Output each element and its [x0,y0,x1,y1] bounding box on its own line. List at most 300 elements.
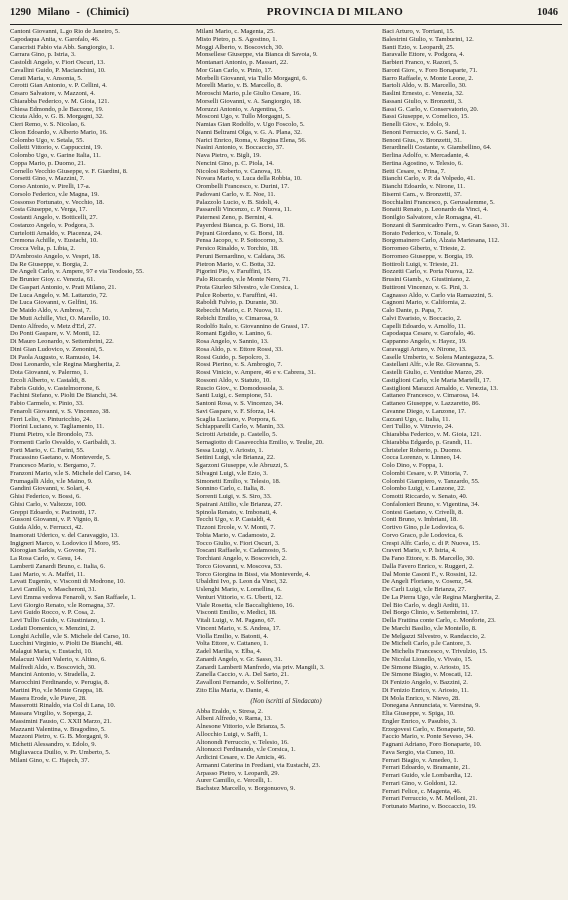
directory-entry: Padovani Carlo, v. E. Noe, 11. [196,190,276,198]
directory-entry: Ardicini Cesare, v. De Amicis, 46. [196,754,286,761]
directory-entry: Fabio Carmelo, v. Pinio, 33. [10,400,84,407]
directory-entry: Ubaldini Ivo, p. Leon da Vinci, 32. [196,578,288,586]
directory-entry: Santi Luigi, c. Sempione, 51. [196,392,273,400]
directory-entry: Bachstez Marcello, v. Borgonuovo, 9. [196,785,296,792]
directory-entry: Cossonso Fortunato, v. Vecchio, 18. [10,198,105,206]
directory-entry: Violla Emilio, v. Batonti, 4. [196,632,269,640]
directory-entry: Bertina Agostino, v. Telesio, 6. [382,159,463,167]
directory-entry: Fiumi Pietro, v.le Brondolo, 73. [10,431,94,438]
directory-entry: Sorrenti Luigi, v. S. Siro, 33. [196,493,272,500]
directory-entry: Prota Giurleo Silvestro, v.le Corsica, 1. [196,283,299,291]
page-number: 1290 [10,7,31,18]
directory-entry: Levi Tullio Guido, v. Giustiniano, 1. [10,617,106,624]
directory-entry: Castiglioni Marazzi Arnaldo, c. Venezia, 13. [382,384,499,392]
directory-entry: Buttironi Vincenzo, v. G. Pini, 3. [382,283,468,291]
directory-entry: Colombi Cesare, v. P. Vittoria, 7. [382,469,468,477]
directory-entry: Massimini Fausto, C. XXII Marzo, 21. [10,717,112,725]
directory-entry: Chiarabba Federico, v. M. Gioia, 121. [382,431,482,438]
directory-entry: Calo Dante, p. Papa, 7. [382,307,443,314]
directory-entry: Fava Sergio, via Cuneo, 10. [382,748,455,756]
directory-entry: Levi Camillo, v. Mascheroni, 31. [10,586,97,593]
directory-entry: Barro Raffaele, v. Monte Leone, 2. [382,74,474,82]
directory-entry: Borromeo Giuseppe, v. Borgia, 19. [382,252,474,260]
directory-entry: Vincent Mario, v. S. Andrea, 17. [196,624,281,632]
directory-entry: Milani Mario, c. Magenta, 25. [196,28,275,35]
directory-entry: Rebecchi Mario, c. P. Nuova, 11. [196,307,283,314]
directory-entry: Bonilgio Salvatore, v.le Romagna, 41. [382,214,482,221]
directory-entry: Bassi G. Carlo, v. Conservatorio, 20. [382,105,479,113]
directory-entry: Berardinelli Costante, v. Giambellino, 64. [382,144,492,152]
directory-entry: Mor Gian Carlo, v. Pinio, 17. [196,66,273,74]
directory-entry: Dento Alfredo, v. Metz d'Erl, 27. [10,322,97,330]
directory-entry: Calvi Evaristo, v. Boccacio, 2. [382,314,462,322]
directory-entry: Colombi Giampiero, v. Tanzardo, 55. [382,477,480,485]
directory-entry: Barbieri Franco, v. Razori, 5. [382,59,459,66]
directory-entry: De Angeli Carlo, v. Ampere, 97 e via Teodosio, 55. [10,268,144,276]
directory-entry: Ceri Tullio, v. Vitruvio, 24. [382,423,454,431]
directory-entry: Guida Aldo, v. Ferrucci, 42. [10,524,84,531]
directory-entry: Benoni Gius., v. Bronzetti, 31. [382,136,462,144]
header-left: 1290 Milano - (Chimici) [10,7,130,18]
directory-entry: De Simone Biagio, v. Moscati, 12. [382,671,473,679]
directory-entry: Zito Elia Maria, v. Dante, 4. [196,686,270,694]
directory-entry: Levati Eugenio, v. Visconti di Modrone, 10. [10,578,126,586]
directory-entry: Fortunato Marino, v. Boccaccio, 19. [382,803,477,810]
directory-entry: Ghisi Carlo, v. Valtezze, 100. [10,500,87,508]
directory-entry: Del Borgo Clinio, v. Settembrini, 17. [382,609,479,617]
directory-entry: Comotti Riccardo, v. Senato, 40. [382,493,468,500]
directory-entry: Benelli Giov., v. Edolo, 9. [382,121,451,128]
directory-entry: Bassani Giulio, v. Bronzetti, 3. [382,97,463,105]
directory-entry: De Brunier Gioy. c. Venezia, 61. [10,276,96,283]
directory-entry: Corsetti Gino, v. Mazzini, 7. [10,175,85,183]
directory-entry: Cornello Vecchio Giuseppe, v. F. Giardini, 8. [10,167,128,175]
directory-entry: Cattaneo Francesco, v. Cimarosa, 14. [382,392,480,400]
directory-entry: Cappanno Angelo, v. Hayez, 19. [382,338,467,345]
directory-entry: Visconti Emilio, v. Medici, 18. [196,609,277,617]
directory-entry: Zadel Marilia, v. Elba, 4. [196,648,262,655]
directory-entry: Milani Gino, v. C. Hajech, 37. [10,756,90,764]
directory-entry: Rossoni Aldo, v. Statuto, 10. [196,376,271,384]
directory-entry: Mazzanti Valentina, v. Bragodino, 5. [10,725,106,733]
directory-entry: De Muti Achille, Vici, O. Marello, 10. [10,314,111,322]
directory-entry: Narici Enrico, Roma, v. Regina Elena, 56. [196,136,307,144]
directory-entry: Novara Mario, v. Luca della Robbia, 10. [196,175,302,183]
directory-entry: Crocca Velia, p. Libia, 2. [10,245,76,252]
directory-entry: Masera Erode, v.le Piave, 28. [10,694,87,702]
directory-entry: Venturi Vittorio, v. G. Uberti, 12. [196,593,283,601]
directory-entry: Bianchi Carlo, v. P. da Volpedo, 41. [382,175,475,183]
directory-entry: Romani Egidio, v. Lanino, 6. [196,330,272,338]
directory-entry: Morelli Mario, v. B. Marcello, 8. [196,82,283,90]
directory-entry: Viale Rosetta, v.le Baccalighieno, 16. [196,601,295,609]
directory-entry: Zanardi Lamberti Manfredo, via priv. Mangili, 3. [196,663,325,671]
directory-entry: Payerdesi Bianca, p. G. Borsi, 18. [196,221,285,229]
directory-entry: Lamberti Zanardi Bruno, c. Italia, 6. [10,562,106,570]
directory-entry: Donegana Annunciata, v. Varesina, 9. [382,702,480,710]
directory-entry: Levi Giorgio Renato, v.le Romagna, 37. [10,601,115,609]
directory-entry: Cremona Achille, v. Eustachi, 10. [10,237,98,245]
directory-entry: Pulce Roberto, v. Faruffini, 41. [196,291,278,299]
directory-entry: Baci Arturo, v. Torriani, 15. [382,28,455,35]
directory-entry: Cocca Lorenzo, v. Linneo, 14. [382,454,462,462]
directory-entry: Biserni Cam., v. Bronzetti, 37. [382,190,462,198]
directory-entry: Mosconi Ugo, v. Tullo Morgagni, 5. [196,113,291,121]
directory-entry: Dal Monte Casoni F., v. Rossini, 12. [382,570,477,578]
directory-entry: Di Mauro Leonardo, v. Settembrini, 22. [10,338,114,345]
directory-entry: Masserotti Rinaldo, via Col di Lana, 10. [10,702,116,710]
directory-entry: Torco Giorgina in Bissi, via Monteverde, 4. [196,570,311,578]
directory-entry: Morselli Giovanni, v. A. Sangiorgio, 18. [196,97,302,105]
directory-entry: Inamorati Uderico, v. del Caravaggio, 13. [10,531,119,539]
directory-entry: Franzoni Mario, v.le S. Michele del Carso, 14. [10,469,132,477]
directory-entry: Levi Guido Rocco, v. P. Cosa, 2. [10,609,96,617]
directory-entry: Paternesi Zeno, p. Bernini, 4. [196,214,273,221]
directory-entry: Pietron Mario, v. C. Botta, 32. [196,260,276,268]
directory-entry: Castelli Giulio, c. Ventidue Marzo, 29. [382,369,484,376]
directory-entry: Ferri Lelio, v. Pinturicchio, 24. [10,415,92,423]
directory-entry: Sernagiotto di Casavecchia Emilio, v. Teulie, 20. [196,438,324,446]
directory-entry: Francesco Mario, v. Bergamo, 7. [10,462,96,469]
directory-entry: Conti Bruno, v. Imbriani, 18. [382,516,458,524]
directory-entry: Cieri Remo, v. S. Nicolao, 6. [10,121,86,128]
directory-entry: Borato Federico, v. Tonale, 9. [382,229,460,237]
directory-entry: Levi Emma vedova Fenaroli, v. San Raffaele, 1. [10,593,136,601]
directory-entry: Dota Giovanni, v. Palermo, 1. [10,369,89,376]
directory-entry: Bassi Giuseppe, v. Comelico, 15. [382,113,469,121]
directory-entry: Fiorini Luciano, v. Tagliamento, 11. [10,423,105,431]
directory-entry: Cortivo Gino, p.le Lodovica, 6. [382,524,465,531]
directory-entry: Di Mola Enrico, v. Nievo, 28. [382,694,460,702]
directory-entry: Schiapparelli Carlo, v. Manin, 33. [196,423,285,431]
directory-entry: Borromeo Giberto, v. Trieste, 2. [382,245,466,252]
directory-entry: Castiglioni Carlo, v.le Maria Martelli, 17. [382,376,491,384]
directory-entry: Del Bio Carlo, v. degli Arditi, 11. [382,601,470,609]
page-code: 1046 [536,7,558,18]
header-right [537,7,562,18]
directory-entry: Castellani Alfr., v.le Re. Giovanna, 5. [382,361,480,369]
directory-entry: Coppa Mario, p. Duomo, 21. [10,159,86,167]
directory-entry: Gandini Giovanni, v. Solari, 4. [10,485,91,493]
columns [10,28,562,898]
directory-entry: Banti Ezio, v. Leopardi, 25. [382,43,455,51]
directory-entry: Migliavacca Duilio, v. Pr. Umberto, 5. [10,748,111,756]
directory-entry: Santoni Rosa, v. S. Vincenzo, 34. [196,400,284,407]
directory-entry: Cleon Edoardo, v. Alberto Mario, 16. [10,128,108,136]
directory-entry: Armanni Caterina in Frediani, via Eustachi, 23. [196,761,321,769]
directory-entry: Caracristi Fabio via Abb. Sangiorgio, 1. [10,43,115,51]
directory-entry: Scirotti Aristide, p. Castello, 5. [196,431,278,438]
directory-entry: Dosi Leonardo, v.le Regina Margherita, 2. [10,361,121,369]
directory-entry: Uslenghi Mario, v. Lomellina, 6. [196,586,282,593]
directory-entry: Della Frattina conte Carlo, c. Monforte, 23. [382,617,496,624]
directory-entry: Moruzzi Antonio, v. Argentina, 5. [196,105,285,113]
directory-entry: Morbelli Giovanni, via Tullo Morgagni, 6. [196,74,308,82]
directory-entry: Capodaqua Cesare, v. Garofalo, 46. [382,330,476,338]
directory-entry: Corsolo Federico, v.le Magna, 19. [10,190,100,198]
section-subheading: (Non iscritti al Sindacato) [250,697,322,705]
directory-entry: Martini Pio, v.le Monte Grappa, 18. [10,686,104,694]
directory-entry: Passarelli Vincenzo, c. P. Nuova, 11. [196,206,292,214]
directory-entry: Costanti Angelo, v. Botticelli, 27. [10,214,98,221]
directory-entry: De Marchi Basilio, v.le Montello, 8. [382,624,477,632]
directory-entry: Ferrari Guido, v.le Lombardia, 12. [382,772,473,779]
directory-entry: Da Fano Ettore, v. B. Marcello, 30. [382,555,475,562]
directory-entry: Aurer Camillo, c. Vercelli, 1. [196,777,272,785]
directory-entry: Gussoni Giovanni, v. P. Vignio, 8. [10,516,99,524]
directory-entry: Costanzo Angelo, v. Podgora, 3. [10,221,95,229]
directory-entry: Tecchi Ugo, v. P. Castaldi, 4. [196,516,272,524]
directory-entry: Cantoni Giovanni, L.go Rio de Janeiro, 5. [10,28,120,35]
column-3 [382,28,562,898]
directory-entry: Fenaroli Giovanni, v. S. Vincenzo, 38. [10,407,111,415]
directory-entry: Cavallini Guido, P. Macianchini, 10. [10,66,106,74]
directory-entry: Baravalle Ettore, v. Podgora, 4. [382,51,465,59]
directory-entry: Capodaqua Anita, v. Garofalo, 46. [10,35,100,43]
directory-entry: Cavanne Diego, v. Lanzone, 17. [382,407,466,415]
directory-entry: Altonucci Ferdinando, v.le Corsica, 1. [196,746,296,754]
directory-entry: Sonnino Carlo, c. Italia, 8. [196,485,266,493]
directory-entry: Nencini Gino, p. C. Piola, 14. [196,159,274,167]
directory-entry: De Simone Biagio, v. Ariosto, 15. [382,663,471,671]
directory-entry: Michetti Alessandro, v. Edolo, 9. [10,741,97,748]
directory-entry: Greppi Edoardo, v. Pacinotti, 17. [10,508,97,516]
directory-entry: Massara Virgilio, v. Soperga, 2. [10,710,93,717]
directory-entry: De Luca Angelo, v. M. Lattanzio, 72. [10,291,108,299]
directory-entry: Costa Giuseppe, v. Verga, 17. [10,206,88,214]
directory-entry: Rosa Angelo, v. Sannio, 13. [196,338,269,345]
directory-entry: Torco Giovanni, v. Moscova, 53. [196,562,283,570]
directory-entry: Rebichi Emilio, v. Cimarosa, 9. [196,314,279,322]
directory-entry: De Carli Luigi, v.le Brianza, 27. [382,586,467,593]
directory-entry: Betti Cesare, v. Prina, 7. [382,167,446,175]
directory-entry: Formenti Carlo Osvaldo, v. Garibaldi, 3. [10,438,116,446]
directory-entry: Di Fenizio Angelo, v. Bazzini, 2. [382,679,468,686]
directory-entry: Carrara Gino, p. Istria, 3. [10,51,76,59]
directory-entry: Fachini Stefano, v. Piolti De Bianchi, 34. [10,392,118,400]
directory-entry: Ingigneri Marco, v. Lodovico il Moro, 95. [10,539,121,547]
directory-entry: Allocchio Luigi, v. Saffi, 1. [196,730,268,738]
directory-entry: Ferrari Gino, v. Goldoni, 12. [382,779,457,787]
column-1 [10,28,190,898]
directory-entry: Craveri Mario, v. P. Istria, 4. [382,547,457,555]
directory-entry: Bozzetti Carlo, v. Porta Nuova, 12. [382,268,474,276]
directory-entry: De Angeli Floriano, v. Cosenz, 54. [382,578,473,586]
directory-entry: Arpasso Pietro, v. Leopardi, 29. [196,769,280,777]
directory-entry: Monsellese Giuseppe, via Bianca di Savoia, 9. [196,51,318,59]
directory-entry: Confalonieri Bruno, v. Vigentina, 34. [382,500,480,508]
directory-entry: Chiarabba Edgardo, p. Grandi, 11. [382,438,472,446]
directory-entry: Cazzani Ugo, c. Italia, 11. [382,415,451,423]
directory-entry: Curtelotti Arnaldo, v. Piacenza, 24. [10,229,102,237]
directory-entry: Zanardi Angelo, v. Gr. Sasso, 31. [196,655,283,663]
directory-entry: Lasi Mario, v. A. Maffei, 11. [10,570,85,578]
directory-entry: Dini Gian Ludovico, v. Zenonini, 5. [10,345,104,353]
directory-entry: De La Pierra Ugo, v.le Regina Margherita, 2. [382,593,500,601]
directory-entry: Malacuzi Valeri Valerio, v. Altino, 6. [10,655,106,663]
directory-entry: Bonzani di Sanmicadro Fern., v. Gran Sasso, 31. [382,221,510,229]
directory-entry: Persico Rinaldo, v. Torchio, 18. [196,245,279,252]
directory-entry: Castoldi Angelo, v. Fiori Oscuri, 13. [10,59,106,66]
directory-entry: Ferrari Felice, c. Magenta, 46. [382,787,462,795]
directory-entry: Mazzoni Pietro, v. G. B. Morgagni, 9. [10,733,110,741]
directory-entry: Fabris Guido, v. Castelmorrone, 6. [10,384,101,392]
directory-entry: Rodolfo Italo, v. Giovannino de Grassi, 17. [196,322,310,330]
directory-entry: Di Paola Augusto, v. Ramusio, 14. [10,353,101,361]
directory-entry: Zavalloni Fernando, v. Solferino, 7. [196,679,290,686]
directory-entry: Moroschi Mario, p.le Giulio Cesare, 16. [196,90,301,97]
directory-entry: Baslini Ernesto, c. Venezia, 32. [382,90,464,97]
directory-entry: Nasini Antonio, v. Boccaccio, 37. [196,144,284,152]
directory-entry: Toscani Raffaele, v. Cadamosto, 5. [196,547,287,555]
directory-entry: Balestrini Giulio, v. Tamburini, 12. [382,35,474,43]
directory-entry: Marocchini Ferdinando, v. Perugia, 8. [10,679,110,686]
directory-entry: De Nicolai Lionello, v. Vivaio, 15. [382,655,473,663]
directory-entry: Cagnasso Aldo, v. Carlo via Ramazzini, 5. [382,291,493,299]
directory-entry: Tobia Mario, v. Cadamosto, 2. [196,531,276,539]
directory-entry: Corso Antonio, v. Pirelli, 17-a. [10,183,91,190]
directory-entry: Lucchini Virginio, v. Piolti De Bianchi, 48. [10,640,123,648]
directory-entry: Montanari Antonio, p. Massari, 22. [196,59,289,66]
directory-entry: Cicuta Aldo, v. G. B. Morgagni, 32. [10,113,104,121]
directory-entry: Colombo Ugo, v. Setala, 55. [10,136,85,144]
directory-entry: Chiarabba Federico, v. M. Gioia, 121. [10,97,110,105]
directory-entry: Tocco Giulio, v. Fiori Oscuri, 3. [196,539,280,547]
directory-entry: Borgomainero Carlo, Alzaia Martesana, 112. [382,237,500,245]
directory-entry: Ferrari Biagio, v. Amedeo, 1. [382,756,459,764]
directory-entry: Di Fenizio Enrico, v. Ariosto, 11. [382,686,469,694]
directory-entry: Torchiani Angelo, v. Boscovich, 2. [196,555,287,562]
directory-entry: Zanella Caccio, v. A. Del Sarto, 21. [196,671,289,679]
directory-entry: Palo Riccardo, v.le Monte Nero, 71. [196,276,291,283]
directory-entry: Pejrani Giordano, v. G. Borsi, 18. [196,229,284,237]
directory-entry: Chiesa Edmondo, p.le Baccone, 19. [10,105,104,113]
directory-entry: Bianchi Edoardo, v. Nirone, 11. [382,183,465,190]
directory-entry: Rossi Pierino, v. S. Ambrogio, 7. [196,361,283,369]
directory-entry: Fracassino Gaetano, v. Monteverde, 5. [10,454,111,462]
directory-entry: Baroni Giov., v. Foro Bonaparte, 71. [382,66,478,74]
directory-entry: Frumagalli Aldo, v.le Maino, 9. [10,477,93,485]
directory-entry: De Melgazzi Silvestro, v. Randaccio, 2. [382,632,486,640]
directory-entry: De Micheli Carlo, p.le Cantore, 3. [382,640,472,648]
directory-entry: Malfredi Aldo, v. Boscovich, 30. [10,663,96,671]
directory-entry: Savi Gaspare, v. F. Sforza, 14. [196,407,276,415]
directory-entry: Volta Ettore, v. Cattaneo, 1. [196,640,269,648]
directory-entry: Faccio Mario, v. Ponte Seveso, 34. [382,733,474,741]
directory-entry: Fagnani Adriano, Foro Bonaparte, 10. [382,741,482,748]
directory-entry: Peruni Bernardino, v. Caldara, 36. [196,252,286,260]
category-name: (Chimici) [86,7,130,18]
directory-entry: Bartoli Aldo, v. B. Marcello, 30. [382,82,467,90]
directory-entry: Spairani Attilio, v.le Brianza, 27. [196,500,283,508]
directory-entry: Contesi Gaetano, v. Crivelli, 8. [382,508,464,516]
directory-entry: Bottiroli Luigi, v. Trieste, 21. [382,260,459,268]
directory-entry: Mancini Antonio, v. Stradella, 2. [10,671,96,679]
section-title: PROVINCIA DI MILANO [266,6,404,18]
directory-entry: Ercoli Alberto, v. Castaldi, 8. [10,376,87,384]
directory-entry: Crespi Alfr. Carlo, c. di P. Nuova, 15. [382,539,481,547]
directory-entry: Albeni Alfredo, v. Rarna, 13. [196,715,272,723]
directory-entry: La Rosa Carlo, v. Gesu, 14. [10,555,83,562]
directory-entry: Dalla Favero Enrico, v. Ruggeri, 2. [382,562,474,570]
directory-entry: Capelli Edoardo, v. Arnolfo, 11. [382,322,466,330]
directory-entry: Caravaggi Arturo, v. Nirone, 13. [382,345,467,353]
directory-entry: Sessa Luigi, v. Ariosto, 1. [196,446,264,454]
directory-entry: Ferrari Ferruccio, v. M. Melloni, 21. [382,795,478,803]
directory-entry: Pigorini Pio, v. Faruffini, 15. [196,268,272,276]
directory-entry: Cagnoni Mario, v. California, 2. [382,299,466,307]
directory-entry: Pensa Jacopo, v. P. Sottocorno, 3. [196,237,284,245]
directory-entry: Vitali Luigi, v. M. Pagano, 67. [196,617,276,624]
directory-entry: Altonondi Ferruccio, v. Telesio, 16. [196,738,289,746]
directory-entry: Lodati Domenico, v. Menzini, 2. [10,624,96,632]
directory-entry: Rossi Guido, p. Sepolcro, 3. [196,353,270,361]
directory-entry: Rosa Aldo, p. v. Ettore Rossi, 33. [196,345,284,353]
city-name: Milano [37,7,70,18]
directory-entry: Raboldi Fulvio, p. Durante, 30. [196,299,278,307]
directory-entry: Corvo Graco, p.le Lodovica, 6. [382,531,464,539]
directory-entry: Colletti Vittorio, v. Cappuccini, 19. [10,144,103,152]
directory-entry: Alnesone Vittorio, v.le Brianza, 5. [196,723,286,730]
directory-entry: Do Ponti Gaspare, v. V. Monti, 12. [10,330,101,338]
directory-entry: Ferrari Edoardo, v. Bramante, 21. [382,764,470,772]
directory-entry: Elia Giuseppe, v. Spiga, 10. [382,710,455,717]
directory-entry: Benoni Ferruccio, v. G. Sand, 1. [382,128,467,136]
directory-entry: Forti Mario, v. C. Farini, 55. [10,446,85,454]
directory-entry: Cesaro Salvatore, v. Mazzoni, 4. [10,90,96,97]
directory-entry: Colo Dino, v. Foppa, 1. [382,462,444,469]
directory-entry: Brusini Giamb., v. Giustiniano, 2. [382,276,471,283]
directory-entry: Christeler Roberto, p. Duomo. [382,446,462,454]
directory-entry: Simonetti Emilio, v. Telesio, 18. [196,477,281,485]
directory-entry: Bocchialini Francesco, p. Gerusalemme, 5. [382,198,495,206]
directory-entry: Engler Enrico, v. Pasubio, 3. [382,717,457,725]
directory-entry: Orombelli Francesco, v. Durini, 17. [196,183,290,190]
directory-entry: Tizzoni Ercole, v. V. Monti, 7. [196,524,276,531]
directory-entry: Palazzolo Lucio, v. B. Sidoli, 4. [196,198,280,206]
directory-entry: Misto Pietro, p. S. Agostino, 1. [196,35,278,43]
directory-entry: De Michelis Francesco, v. Trivulzio, 15. [382,648,488,655]
directory-entry: Namias Gian Rodolfo, v. Ugo Foscolo, 5. [196,121,305,128]
directory-entry: Settini Luigi, v.le Brianza, 22. [196,454,275,462]
directory-entry: Erzegovesi Carlo, v. Bonaparte, 50. [382,725,476,733]
directory-entry: D'Ambrosio Angelo, v. Vespri, 18. [10,252,101,260]
directory-entry: Malagui Maria, v. Eustachi, 10. [10,648,93,655]
directory-entry: Rossi Vinicio, v. Ampere, 46 e v. Cabrera, 31. [196,369,316,376]
column-2 [196,28,376,898]
directory-entry: Ghisi Federico, v. Bossi, 6. [10,493,81,500]
page-header [10,6,562,25]
directory-entry: Longhi Achille, v.le S. Michele del Carso, 10. [10,632,130,640]
directory-entry: Da Re Giuseppe, v. Borgia, 2. [10,260,89,268]
directory-entry: Cerotti Gian Antonio, v. P. Cellini, 4. [10,82,107,90]
directory-entry: Nicolosi Roberto, v. Canova, 19. [196,167,282,175]
directory-entry: Abba Eraldo, v. Stresa, 2. [196,707,263,715]
directory-entry: De Gaspari Antonio, v. Prati Milano, 21. [10,283,117,291]
directory-entry: Bonaiti Renato, p. Leonardo da Vinci, 4. [382,206,489,214]
directory-entry: Scaglia Luciano, v. Porpora, 6. [196,415,277,423]
directory-entry: Nanni Beltrami Olga, v. G. A. Plana, 32. [196,128,302,136]
directory-entry: De Maido Aldo, v. Ambrosi, 7. [10,307,91,314]
directory-entry: Moggi Alberto, v. Boscovich, 30. [196,43,284,51]
directory-entry: Cattaneo Giuseppe, v. Lazzaretto, 86. [382,400,481,407]
directory-entry: Cerati Maria, v. Ansonia, 5. [10,74,83,82]
directory-entry: Colombo Luigi, v. Lanzone, 22. [382,485,466,493]
directory-entry: Kiorogian Sarkis, v. Govone, 71. [10,547,97,555]
directory-entry: Ruscio Giov., v. Domodossola, 3. [196,384,284,392]
directory-entry: Nava Pietro, v. Bigli, 19. [196,152,262,159]
directory-entry: Colombo Ugo, v. Garine Italia, 11. [10,152,101,159]
